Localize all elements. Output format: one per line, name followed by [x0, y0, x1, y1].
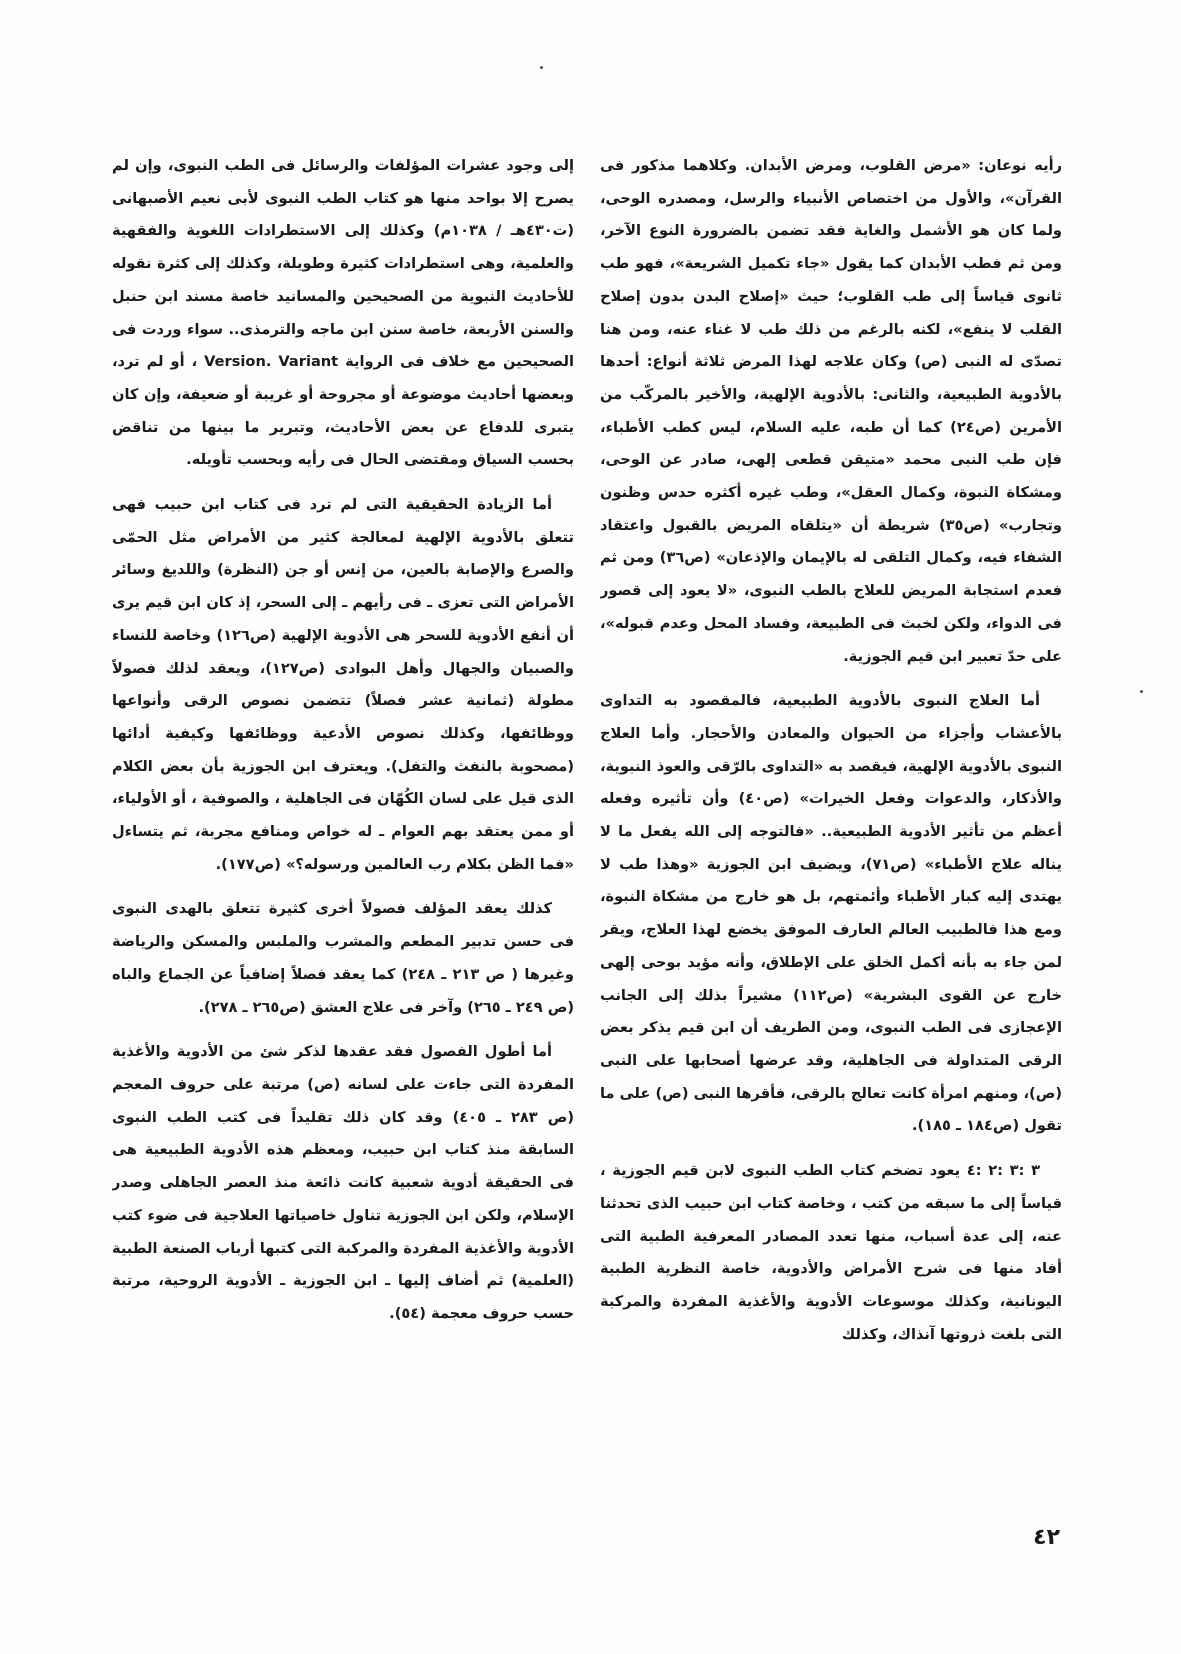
paragraph: ٣ :٣ :٢ :٤ يعود تضخم كتاب الطب النبوى لابن قيم الجوزية ، قياساً إلى ما سبقه من كتب ، وخاصة كتاب ابن حبيب الذى تحدثنا عنه، إلى عدة أسباب، منها تعدد المصادر المعرفية الطبية التى أفاد منها فى شرح الأمراض والأدوية، خاصة النظرية الطبية اليونانية، وكذلك موسوعات الأدوية والأغذية المفردة والمركبة التى بلغت ذروتها آنذاك، وكذلك	[600, 1162, 1062, 1343]
scan-speck	[540, 66, 543, 69]
scan-speck	[1140, 690, 1143, 693]
paragraph: أما العلاج النبوى بالأدوية الطبيعية، فالمقصود به التداوى بالأعشاب وأجزاء من الحيوان والمعادن والأحجار. وأما العلاج النبوى بالأدوية الإلهية، فيقصد به «التداوى بالرّقى والعوذ النبوية، والأذكار، والدعوات وفعل الخيرات» (ص٤٠) وأن تأثيره وفعله أعظم من تأثير الأدوية الطبيعية.. «فالتوجه إلى الله يفعل ما لا يناله علاج الأطباء» (ص٧١)، ويضيف ابن الجوزية «وهذا طب لا يهتدى إليه كبار الأطباء وأئمتهم، بل هو خارج من مشكاة النبوة، ومع هذا فالطبيب العالم العارف الموفق يخضع لهذا العلاج، ويقر لمن جاء به بأنه أكمل الخلق على الإطلاق، وأنه مؤيد بوحى إلهى خارج عن القوى البشرية» (ص١١٢) مشيراً بذلك إلى الجانب الإعجازى فى الطب النبوى، ومن الطريف أن ابن قيم يذكر بعض الرقى المتداولة فى الجاهلية، وقد عرضها أصحابها على النبى (ص)، ومنهم امرأة كانت تعالج بالرقى، فأقرها النبى (ص) على ما تقول (ص١٨٤ ـ ١٨٥).	[600, 692, 1062, 1135]
paragraph: كذلك يعقد المؤلف فصولاً أخرى كثيرة تتعلق بالهدى النبوى فى حسن تدبير المطعم والمشرب والملبس والمسكن والرياضة وغيرها ( ص ٢١٣ ـ ٢٤٨) كما يعقد فصلاً إضافياً عن الجماع والباه (ص ٢٤٩ ـ ٢٦٥) وآخر فى علاج العشق (ص٢٦٥ ـ ٢٧٨).	[112, 900, 574, 1016]
left-column	[112, 150, 574, 1500]
right-column	[600, 150, 1062, 1500]
text-columns	[112, 150, 1062, 1500]
page-number: ٤٢	[1033, 1525, 1060, 1550]
paragraph: أما أطول الفصول فقد عقدها لذكر شئ من الأدوية والأغذية المفردة التى جاءت على لسانه (ص) مرتبة على حروف المعجم (ص ٢٨٣ ـ ٤٠٥) وقد كان ذلك تقليداً فى كتب الطب النبوى السابقة منذ كتاب ابن حبيب، ومعظم هذه الأدوية الطبيعية هى فى الحقيقة أدوية شعبية كانت ذائعة منذ العصر الجاهلى وصدر الإسلام، ولكن ابن الجوزية تناول خاصياتها العلاجية فى ضوء كتب الأدوية والأغذية المفردة والمركبة التى كتبها أرباب الصنعة الطبية (العلمية) ثم أضاف إليها ـ ابن الجوزية ـ الأدوية الروحية، مرتبة حسب حروف معجمة (٥٤).	[112, 1043, 574, 1322]
paragraph: إلى وجود عشرات المؤلفات والرسائل فى الطب النبوى، وإن لم يصرح إلا بواحد منها هو كتاب الطب النبوى لأبى نعيم الأصبهانى (ت٤٣٠هـ / ١٠٣٨م) وكذلك إلى الاستطرادات اللغوية والفقهية والعلمية، وهى استطرادات كثيرة وطويلة، وكذلك إلى كثرة نقوله للأحاديث النبوية من الصحيحين والمسانيد خاصة مسند ابن حنبل والسنن الأربعة، خاصة سنن ابن ماجه والترمذى.. سواء وردت فى الصحيحين مع خلاف فى الرواية Version. Variant ، أو لم ترد، وبعضها أحاديث موضوعة أو مجروحة أو غريبة أو ضعيفة، وإن كان يتبرى للدفاع عن بعض الأحاديث، وتبرير ما بينها من تناقض بحسب السياق ومقتضى الحال فى رأيه وبحسب تأويله.	[112, 157, 574, 469]
paragraph: أما الزيادة الحقيقية التى لم ترد فى كتاب ابن حبيب فهى تتعلق بالأدوية الإلهية لمعالجة كثير من الأمراض مثل الحمّى والصرع والإصابة بالعين، من إنس أو جن (النظرة) واللديغ وسائر الأمراض التى تعزى ـ فى رأيهم ـ إلى السحر، إذ كان ابن قيم يرى أن أنفع الأدوية للسحر هى الأدوية الإلهية (ص١٢٦) وخاصة للنساء والصبيان والجهال وأهل البوادى (ص١٢٧)، ويعقد لذلك فصولاً مطولة (ثمانية عشر فصلاً) تتضمن نصوص الرقى وأنواعها ووظائفها، وكذلك نصوص الأدعية ووظائفها وكيفية أدائها (مصحوبة بالنفث والتفل). ويعترف ابن الجوزية بأن بعض الكلام الذى قيل على لسان الكُهّان فى الجاهلية ، والصوفية ، أو الأولياء، أو ممن يعتقد بهم العوام ـ له خواص ومنافع مجربة، ثم يتساءل «فما الظن بكلام رب العالمين ورسوله؟» (ص١٧٧).	[112, 496, 574, 873]
paragraph: رأيه نوعان: «مرض القلوب، ومرض الأبدان. وكلاهما مذكور فى القرآن»، والأول من اختصاص الأنبياء والرسل، ومصدره الوحى، ولما كان هو الأشمل والغاية فقد تضمن بالضرورة النوع الآخر، ومن ثم فطب الأبدان كما يقول «جاء تكميل الشريعة»، فهو طب ثانوى قياساً إلى طب القلوب؛ حيث «إصلاح البدن بدون إصلاح القلب لا ينفع»، لكنه بالرغم من ذلك طب لا غناء عنه، ومن هنا تصدّى له النبى (ص) وكان علاجه لهذا المرض ثلاثة أنواع: أحدها بالأدوية الطبيعية، والثانى: بالأدوية الإلهية، والأخير بالمركّب من الأمرين (ص٢٤) كما أن طبه، عليه السلام، ليس كطب الأطباء، فإن طب النبى محمد «متيقن قطعى إلهى، صادر عن الوحى، ومشكاة النبوة، وكمال العقل»، وطب غيره أكثره حدس وظنون وتجارب» (ص٣٥) شريطة أن «يتلقاه المريض بالقبول واعتقاد الشفاء فيه، وكمال التلقى له بالإيمان والإذعان» (ص٣٦) ومن ثم فعدم استجابة المريض للعلاج بالطب النبوى، «لا يعود إلى قصور فى الدواء، ولكن لخبث فى الطبيعة، وفساد المحل وعدم قبوله»، على حدّ تعبير ابن قيم الجوزية.	[600, 157, 1062, 665]
